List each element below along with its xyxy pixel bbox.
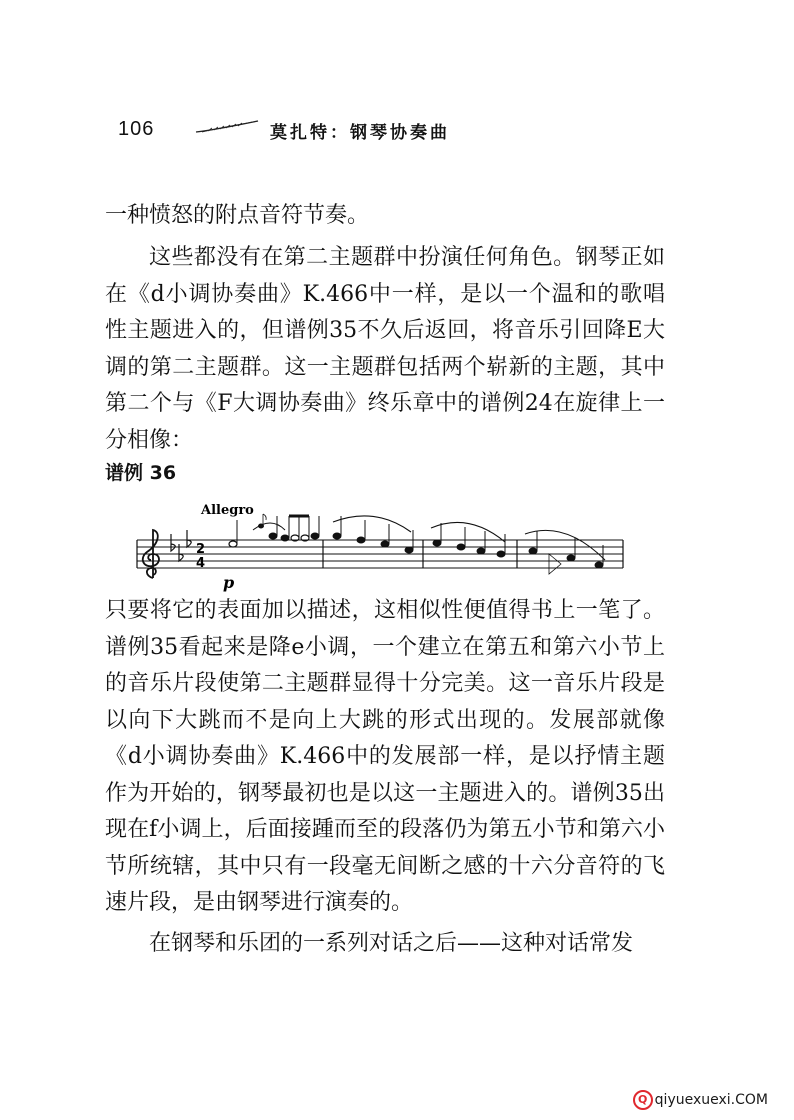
paragraph-1: 一种愤怒的附点音符节奏。 (105, 203, 370, 228)
measure-1 (229, 514, 319, 547)
example-label: 谱例 36 (105, 462, 177, 484)
music-score-example (135, 498, 635, 593)
paragraph-3: 只要将它的表面加以描述，这相似性便值得书上一笔了。谱例35看起来是降e小调，一个建立在第五和第六小节上的音乐片段使第二主题群显得十分完美。这一音乐片段是以向下大跳而不是向上大跳的形式出现的。发展部就像《d小调协奏曲》K.466中的发展部一样，是以抒情主题作为开始的，钢琴最初也是以这一主题进入的。谱例35出现在f小调上，后面接踵而至的段落仍为第五小节和第六小节所统辖，其中只有一段毫无间断之感的十六分音符的飞速片段，是由钢琴进行演奏的。 (105, 598, 665, 915)
page-number: 106 (118, 118, 155, 140)
dynamic-marking: p (223, 573, 235, 592)
page-header (118, 118, 518, 148)
key-signature-flats-icon (171, 530, 191, 561)
watermark (633, 1090, 768, 1110)
time-signature-bottom: 4 (196, 556, 206, 571)
measure-4 (525, 530, 605, 574)
paragraph-2: 这些都没有在第二主题群中扮演任何角色。钢琴正如在《d小调协奏曲》K.466中一样，是以一个温和的歌唱性主题进入的，但谱例35不久后返回，将音乐引回降E大调的第二主题群。这一主题群包括两个崭新的主题，其中第二个与《F大调协奏曲》终乐章中的谱例24在旋律上一分相像： (105, 245, 665, 453)
running-title: 莫扎特：钢琴协奏曲 (270, 123, 450, 143)
tempo-marking: Allegro (201, 503, 254, 518)
quill-ornament-icon (194, 120, 260, 134)
treble-clef-icon (143, 530, 159, 578)
watermark-logo-icon: Q (633, 1090, 653, 1110)
paragraph-4: 在钢琴和乐团的一系列对话之后——这种对话常发 (149, 931, 634, 956)
time-signature-top: 2 (196, 542, 206, 557)
watermark-text: qiyuexuexi.COM (654, 1092, 768, 1108)
staff-lines (137, 540, 623, 568)
